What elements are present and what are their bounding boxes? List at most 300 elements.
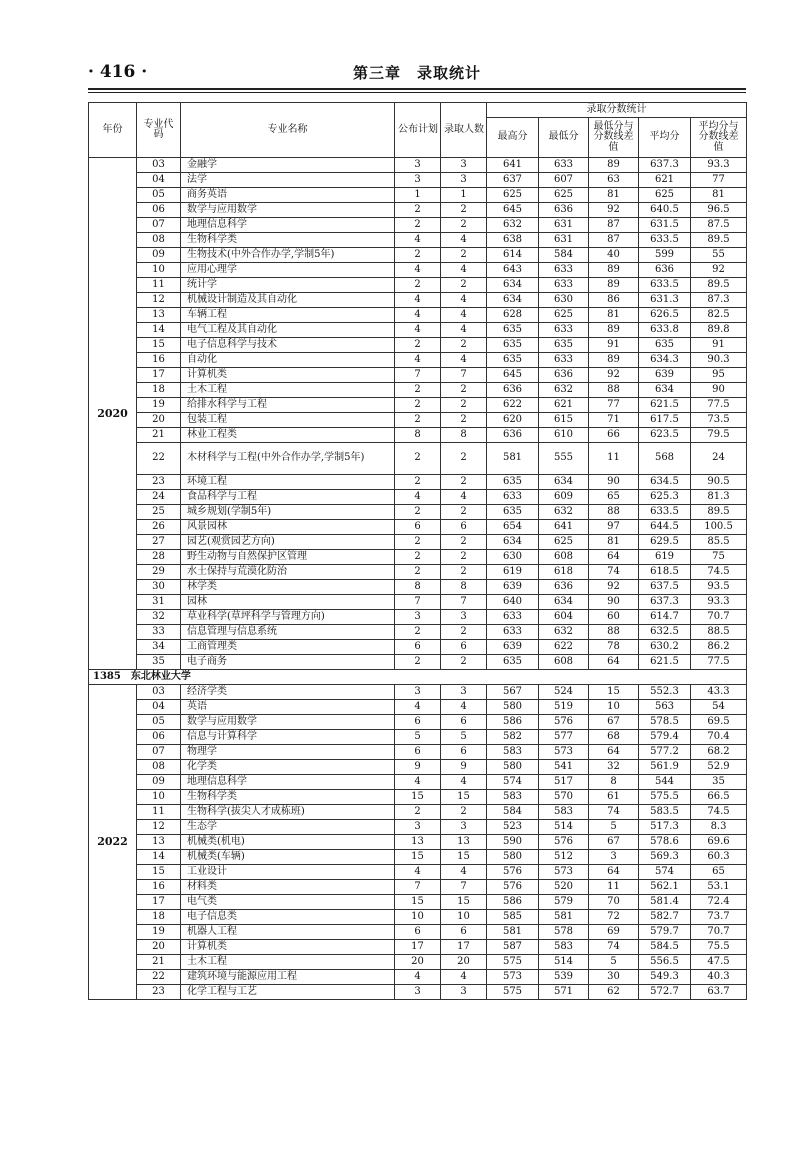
cell-max: 628 xyxy=(487,308,539,323)
cell-code: 28 xyxy=(137,550,181,565)
cell-code: 35 xyxy=(137,655,181,670)
cell-min-diff: 5 xyxy=(589,820,639,835)
cell-avg: 640.5 xyxy=(639,203,691,218)
cell-code: 14 xyxy=(137,323,181,338)
cell-admitted: 2 xyxy=(441,655,487,670)
cell-avg: 578.5 xyxy=(639,715,691,730)
cell-max: 633 xyxy=(487,490,539,505)
cell-avg: 621.5 xyxy=(639,655,691,670)
cell-code: 13 xyxy=(137,308,181,323)
cell-min-diff: 10 xyxy=(589,700,639,715)
cell-max: 576 xyxy=(487,880,539,895)
cell-max: 625 xyxy=(487,188,539,203)
cell-avg: 619 xyxy=(639,550,691,565)
cell-code: 14 xyxy=(137,850,181,865)
cell-admitted: 17 xyxy=(441,940,487,955)
cell-name: 工业设计 xyxy=(181,865,395,880)
cell-plan: 3 xyxy=(395,820,441,835)
cell-min-diff: 74 xyxy=(589,940,639,955)
cell-min: 539 xyxy=(539,970,589,985)
cell-admitted: 2 xyxy=(441,413,487,428)
cell-plan: 2 xyxy=(395,278,441,293)
cell-max: 643 xyxy=(487,263,539,278)
cell-avg-diff: 93.3 xyxy=(691,158,747,173)
col-header-min-diff: 最低分与分数线差值 xyxy=(589,118,639,158)
cell-code: 10 xyxy=(137,790,181,805)
cell-avg-diff: 47.5 xyxy=(691,955,747,970)
cell-min: 583 xyxy=(539,805,589,820)
cell-plan: 2 xyxy=(395,248,441,263)
cell-code: 29 xyxy=(137,565,181,580)
cell-avg-diff: 100.5 xyxy=(691,520,747,535)
cell-avg: 552.3 xyxy=(639,685,691,700)
cell-max: 523 xyxy=(487,820,539,835)
cell-min-diff: 91 xyxy=(589,338,639,353)
cell-min: 577 xyxy=(539,730,589,745)
table-row xyxy=(89,338,747,353)
cell-name: 机械类(车辆) xyxy=(181,850,395,865)
cell-max: 636 xyxy=(487,428,539,443)
cell-admitted: 6 xyxy=(441,715,487,730)
cell-code: 09 xyxy=(137,775,181,790)
cell-code: 04 xyxy=(137,700,181,715)
cell-code: 19 xyxy=(137,398,181,413)
cell-avg-diff: 77.5 xyxy=(691,398,747,413)
cell-name: 生物科学类 xyxy=(181,233,395,248)
cell-max: 622 xyxy=(487,398,539,413)
cell-avg-diff: 69.6 xyxy=(691,835,747,850)
cell-code: 03 xyxy=(137,158,181,173)
cell-admitted: 2 xyxy=(441,248,487,263)
cell-min-diff: 3 xyxy=(589,850,639,865)
cell-min: 579 xyxy=(539,895,589,910)
cell-plan: 4 xyxy=(395,263,441,278)
cell-name: 机械类(机电) xyxy=(181,835,395,850)
cell-min-diff: 71 xyxy=(589,413,639,428)
cell-admitted: 9 xyxy=(441,760,487,775)
cell-code: 22 xyxy=(137,443,181,475)
cell-admitted: 6 xyxy=(441,640,487,655)
cell-admitted: 4 xyxy=(441,353,487,368)
cell-min-diff: 92 xyxy=(589,580,639,595)
cell-name: 土木工程 xyxy=(181,383,395,398)
cell-min-diff: 74 xyxy=(589,805,639,820)
cell-avg: 625.3 xyxy=(639,490,691,505)
cell-plan: 4 xyxy=(395,775,441,790)
cell-min-diff: 40 xyxy=(589,248,639,263)
cell-name: 野生动物与自然保护区管理 xyxy=(181,550,395,565)
cell-plan: 4 xyxy=(395,865,441,880)
table-row xyxy=(89,625,747,640)
table-row xyxy=(89,383,747,398)
cell-avg-diff: 77 xyxy=(691,173,747,188)
cell-max: 576 xyxy=(487,865,539,880)
cell-avg-diff: 69.5 xyxy=(691,715,747,730)
cell-max: 581 xyxy=(487,925,539,940)
cell-max: 634 xyxy=(487,278,539,293)
cell-admitted: 4 xyxy=(441,865,487,880)
cell-admitted: 3 xyxy=(441,685,487,700)
cell-min: 576 xyxy=(539,715,589,730)
cell-code: 03 xyxy=(137,685,181,700)
cell-avg-diff: 70.7 xyxy=(691,610,747,625)
cell-plan: 4 xyxy=(395,970,441,985)
cell-admitted: 10 xyxy=(441,910,487,925)
table-row xyxy=(89,323,747,338)
table-row xyxy=(89,895,747,910)
table-row xyxy=(89,505,747,520)
cell-code: 13 xyxy=(137,835,181,850)
cell-min-diff: 92 xyxy=(589,368,639,383)
cell-max: 637 xyxy=(487,173,539,188)
cell-plan: 9 xyxy=(395,760,441,775)
cell-min: 520 xyxy=(539,880,589,895)
cell-avg-diff: 81.3 xyxy=(691,490,747,505)
cell-min: 633 xyxy=(539,158,589,173)
cell-admitted: 4 xyxy=(441,308,487,323)
cell-name: 生态学 xyxy=(181,820,395,835)
cell-admitted: 6 xyxy=(441,745,487,760)
cell-min: 610 xyxy=(539,428,589,443)
table-row xyxy=(89,970,747,985)
cell-min: 570 xyxy=(539,790,589,805)
cell-avg: 639 xyxy=(639,368,691,383)
cell-avg-diff: 96.5 xyxy=(691,203,747,218)
cell-name: 生物科学(拔尖人才成栋班) xyxy=(181,805,395,820)
cell-name: 给排水科学与工程 xyxy=(181,398,395,413)
cell-code: 30 xyxy=(137,580,181,595)
cell-name: 信息与计算科学 xyxy=(181,730,395,745)
table-row xyxy=(89,293,747,308)
year-cell: 2022 xyxy=(89,685,137,1000)
cell-admitted: 3 xyxy=(441,158,487,173)
cell-plan: 3 xyxy=(395,685,441,700)
university-label: 1385 东北林业大学 xyxy=(89,670,747,685)
cell-avg-diff: 60.3 xyxy=(691,850,747,865)
cell-plan: 6 xyxy=(395,520,441,535)
table-row xyxy=(89,985,747,1000)
cell-code: 21 xyxy=(137,428,181,443)
cell-min: 609 xyxy=(539,490,589,505)
cell-avg-diff: 87.5 xyxy=(691,218,747,233)
cell-plan: 15 xyxy=(395,895,441,910)
cell-plan: 2 xyxy=(395,383,441,398)
cell-max: 590 xyxy=(487,835,539,850)
cell-min-diff: 78 xyxy=(589,640,639,655)
table-row xyxy=(89,715,747,730)
cell-avg-diff: 55 xyxy=(691,248,747,263)
cell-avg: 633.5 xyxy=(639,233,691,248)
cell-avg-diff: 89.5 xyxy=(691,233,747,248)
cell-min: 641 xyxy=(539,520,589,535)
cell-admitted: 2 xyxy=(441,383,487,398)
cell-admitted: 8 xyxy=(441,580,487,595)
cell-name: 城乡规划(学制5年) xyxy=(181,505,395,520)
cell-code: 07 xyxy=(137,745,181,760)
table-row xyxy=(89,805,747,820)
table-body xyxy=(89,158,747,1000)
table-row xyxy=(89,775,747,790)
cell-plan: 7 xyxy=(395,368,441,383)
cell-plan: 2 xyxy=(395,475,441,490)
cell-min: 631 xyxy=(539,218,589,233)
cell-avg-diff: 90 xyxy=(691,383,747,398)
cell-code: 34 xyxy=(137,640,181,655)
cell-plan: 2 xyxy=(395,550,441,565)
cell-max: 587 xyxy=(487,940,539,955)
cell-admitted: 6 xyxy=(441,925,487,940)
cell-avg-diff: 65 xyxy=(691,865,747,880)
cell-min-diff: 66 xyxy=(589,428,639,443)
cell-admitted: 3 xyxy=(441,985,487,1000)
cell-min: 625 xyxy=(539,188,589,203)
cell-plan: 20 xyxy=(395,955,441,970)
cell-max: 638 xyxy=(487,233,539,248)
cell-name: 土木工程 xyxy=(181,955,395,970)
cell-avg-diff: 92 xyxy=(691,263,747,278)
cell-name: 水土保持与荒漠化防治 xyxy=(181,565,395,580)
cell-admitted: 2 xyxy=(441,505,487,520)
cell-plan: 2 xyxy=(395,203,441,218)
cell-plan: 4 xyxy=(395,308,441,323)
cell-code: 18 xyxy=(137,910,181,925)
cell-name: 经济学类 xyxy=(181,685,395,700)
cell-min-diff: 81 xyxy=(589,188,639,203)
cell-name: 统计学 xyxy=(181,278,395,293)
cell-avg-diff: 90.3 xyxy=(691,353,747,368)
cell-name: 环境工程 xyxy=(181,475,395,490)
cell-min: 584 xyxy=(539,248,589,263)
cell-min: 573 xyxy=(539,745,589,760)
cell-min-diff: 65 xyxy=(589,490,639,505)
cell-min: 512 xyxy=(539,850,589,865)
cell-min: 636 xyxy=(539,580,589,595)
cell-max: 635 xyxy=(487,505,539,520)
cell-avg-diff: 52.9 xyxy=(691,760,747,775)
year-cell: 2020 xyxy=(89,158,137,670)
cell-avg: 618.5 xyxy=(639,565,691,580)
col-header-year: 年份 xyxy=(89,103,137,158)
cell-name: 电子信息类 xyxy=(181,910,395,925)
cell-avg: 582.7 xyxy=(639,910,691,925)
cell-code: 15 xyxy=(137,865,181,880)
cell-avg-diff: 24 xyxy=(691,443,747,475)
cell-max: 573 xyxy=(487,970,539,985)
table-row xyxy=(89,790,747,805)
cell-name: 金融学 xyxy=(181,158,395,173)
cell-avg-diff: 81 xyxy=(691,188,747,203)
cell-plan: 6 xyxy=(395,745,441,760)
cell-max: 580 xyxy=(487,760,539,775)
cell-code: 08 xyxy=(137,233,181,248)
cell-plan: 2 xyxy=(395,655,441,670)
cell-max: 585 xyxy=(487,910,539,925)
cell-admitted: 2 xyxy=(441,475,487,490)
cell-avg-diff: 89.5 xyxy=(691,278,747,293)
cell-min-diff: 87 xyxy=(589,218,639,233)
cell-max: 619 xyxy=(487,565,539,580)
cell-plan: 4 xyxy=(395,233,441,248)
cell-min-diff: 89 xyxy=(589,278,639,293)
cell-min-diff: 97 xyxy=(589,520,639,535)
table-row xyxy=(89,353,747,368)
cell-max: 635 xyxy=(487,475,539,490)
cell-plan: 4 xyxy=(395,490,441,505)
cell-avg: 625 xyxy=(639,188,691,203)
cell-name: 计算机类 xyxy=(181,940,395,955)
cell-name: 食品科学与工程 xyxy=(181,490,395,505)
cell-max: 586 xyxy=(487,895,539,910)
cell-min: 632 xyxy=(539,505,589,520)
cell-avg: 562.1 xyxy=(639,880,691,895)
cell-name: 包装工程 xyxy=(181,413,395,428)
cell-admitted: 7 xyxy=(441,880,487,895)
cell-avg: 561.9 xyxy=(639,760,691,775)
cell-avg: 637.5 xyxy=(639,580,691,595)
cell-avg-diff: 8.3 xyxy=(691,820,747,835)
table-row xyxy=(89,550,747,565)
cell-code: 23 xyxy=(137,985,181,1000)
cell-code: 12 xyxy=(137,293,181,308)
col-header-plan: 公布计划 xyxy=(395,103,441,158)
cell-name: 林学类 xyxy=(181,580,395,595)
cell-max: 635 xyxy=(487,323,539,338)
cell-code: 09 xyxy=(137,248,181,263)
cell-code: 17 xyxy=(137,368,181,383)
cell-name: 风景园林 xyxy=(181,520,395,535)
cell-avg: 584.5 xyxy=(639,940,691,955)
cell-name: 材料类 xyxy=(181,880,395,895)
cell-name: 车辆工程 xyxy=(181,308,395,323)
cell-min: 571 xyxy=(539,985,589,1000)
cell-code: 15 xyxy=(137,338,181,353)
cell-admitted: 4 xyxy=(441,233,487,248)
cell-name: 机器人工程 xyxy=(181,925,395,940)
cell-avg-diff: 85.5 xyxy=(691,535,747,550)
cell-max: 639 xyxy=(487,580,539,595)
col-header-avg-diff: 平均分与分数线差值 xyxy=(691,118,747,158)
cell-min-diff: 74 xyxy=(589,565,639,580)
table-row xyxy=(89,700,747,715)
cell-max: 574 xyxy=(487,775,539,790)
cell-plan: 2 xyxy=(395,218,441,233)
table-row xyxy=(89,610,747,625)
header-rule xyxy=(88,88,746,90)
table-row xyxy=(89,655,747,670)
cell-avg-diff: 82.5 xyxy=(691,308,747,323)
cell-min-diff: 5 xyxy=(589,955,639,970)
cell-code: 11 xyxy=(137,805,181,820)
cell-admitted: 4 xyxy=(441,323,487,338)
cell-avg: 614.7 xyxy=(639,610,691,625)
cell-admitted: 6 xyxy=(441,520,487,535)
table-row xyxy=(89,595,747,610)
cell-admitted: 2 xyxy=(441,625,487,640)
cell-min: 634 xyxy=(539,475,589,490)
cell-plan: 6 xyxy=(395,640,441,655)
cell-avg: 577.2 xyxy=(639,745,691,760)
cell-name: 工商管理类 xyxy=(181,640,395,655)
cell-code: 31 xyxy=(137,595,181,610)
cell-min-diff: 67 xyxy=(589,715,639,730)
cell-min-diff: 30 xyxy=(589,970,639,985)
cell-avg-diff: 90.5 xyxy=(691,475,747,490)
cell-avg: 581.4 xyxy=(639,895,691,910)
cell-avg-diff: 68.2 xyxy=(691,745,747,760)
cell-code: 22 xyxy=(137,970,181,985)
cell-name: 数学与应用数学 xyxy=(181,715,395,730)
cell-code: 10 xyxy=(137,263,181,278)
cell-avg-diff: 72.4 xyxy=(691,895,747,910)
cell-avg: 575.5 xyxy=(639,790,691,805)
table-row xyxy=(89,398,747,413)
cell-admitted: 3 xyxy=(441,610,487,625)
cell-avg-diff: 54 xyxy=(691,700,747,715)
cell-min-diff: 61 xyxy=(589,790,639,805)
cell-code: 25 xyxy=(137,505,181,520)
table-row xyxy=(89,158,747,173)
cell-admitted: 5 xyxy=(441,730,487,745)
cell-name: 法学 xyxy=(181,173,395,188)
cell-avg: 637.3 xyxy=(639,595,691,610)
cell-min: 636 xyxy=(539,203,589,218)
cell-code: 06 xyxy=(137,203,181,218)
cell-admitted: 3 xyxy=(441,820,487,835)
cell-min: 635 xyxy=(539,338,589,353)
cell-min: 632 xyxy=(539,625,589,640)
cell-name: 英语 xyxy=(181,700,395,715)
cell-avg: 579.7 xyxy=(639,925,691,940)
cell-min-diff: 87 xyxy=(589,233,639,248)
cell-name: 建筑环境与能源应用工程 xyxy=(181,970,395,985)
cell-max: 634 xyxy=(487,535,539,550)
cell-min: 630 xyxy=(539,293,589,308)
cell-admitted: 8 xyxy=(441,428,487,443)
cell-min-diff: 92 xyxy=(589,203,639,218)
cell-avg-diff: 53.1 xyxy=(691,880,747,895)
cell-avg: 599 xyxy=(639,248,691,263)
cell-name: 电气工程及其自动化 xyxy=(181,323,395,338)
cell-plan: 1 xyxy=(395,188,441,203)
cell-min-diff: 70 xyxy=(589,895,639,910)
cell-code: 20 xyxy=(137,413,181,428)
cell-name: 计算机类 xyxy=(181,368,395,383)
cell-plan: 6 xyxy=(395,715,441,730)
cell-avg-diff: 66.5 xyxy=(691,790,747,805)
cell-admitted: 1 xyxy=(441,188,487,203)
cell-max: 636 xyxy=(487,383,539,398)
cell-min-diff: 64 xyxy=(589,745,639,760)
admission-score-table xyxy=(88,102,747,1000)
table-row xyxy=(89,428,747,443)
cell-avg: 634 xyxy=(639,383,691,398)
cell-min-diff: 89 xyxy=(589,158,639,173)
cell-name: 草业科学(草坪科学与管理方向) xyxy=(181,610,395,625)
cell-code: 11 xyxy=(137,278,181,293)
cell-plan: 10 xyxy=(395,910,441,925)
col-header-code: 专业代码 xyxy=(137,103,181,158)
cell-name: 应用心理学 xyxy=(181,263,395,278)
cell-code: 18 xyxy=(137,383,181,398)
cell-plan: 2 xyxy=(395,505,441,520)
cell-min: 633 xyxy=(539,263,589,278)
cell-avg: 623.5 xyxy=(639,428,691,443)
cell-code: 04 xyxy=(137,173,181,188)
cell-name: 园艺(观赏园艺方向) xyxy=(181,535,395,550)
cell-avg: 574 xyxy=(639,865,691,880)
cell-avg-diff: 70.4 xyxy=(691,730,747,745)
cell-max: 633 xyxy=(487,610,539,625)
